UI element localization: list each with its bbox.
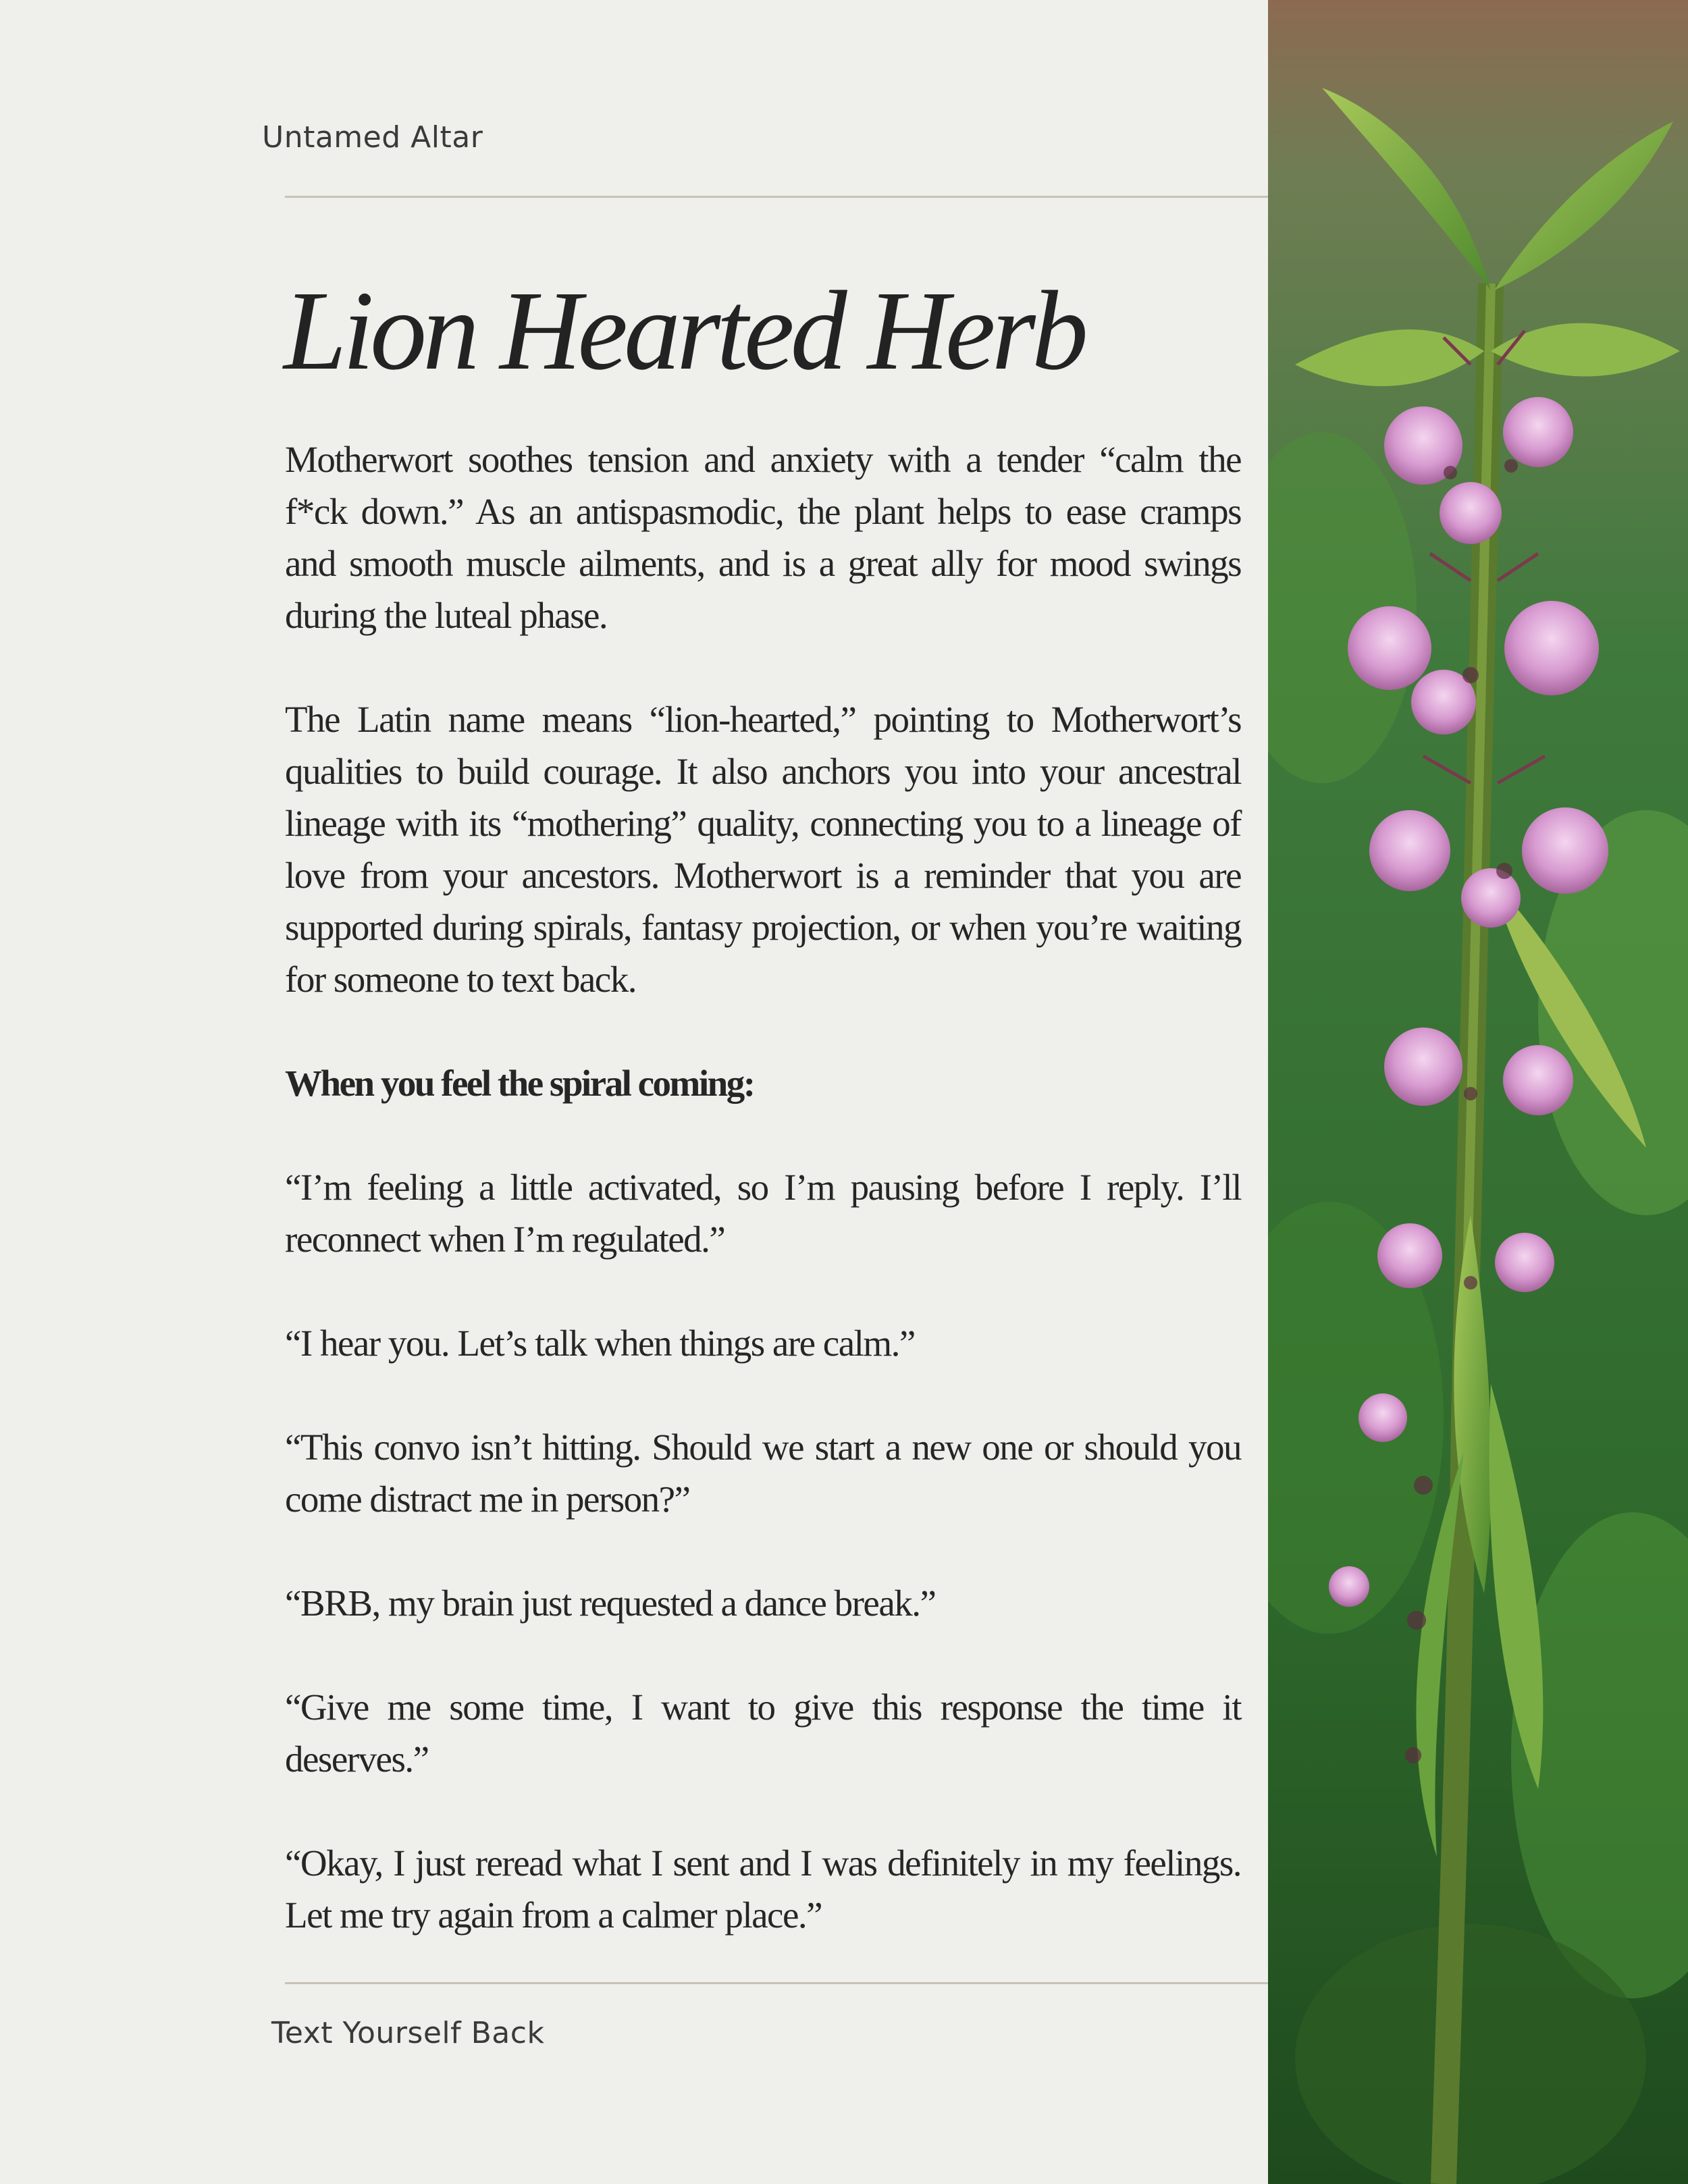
page-title: Lion Hearted Herb	[284, 268, 1084, 394]
quote-item: “I hear you. Let’s talk when things are calm.”	[285, 1323, 915, 1364]
article-body	[285, 433, 1241, 1941]
quote-item: “Give me some time, I want to give this response the time it deserves.”	[285, 1686, 1241, 1780]
latin-name-paragraph: The Latin name means “lion-hearted,” pointing to Motherwort’s qualities to build courage. It also anchors you into your ancestral lineage with its “mothering” quality, connecting you to a lineage of love from your ancestors. Motherwort is a reminder that you are supported during spirals, fantasy projection, or when you’re waiting for someone to text back.	[285, 699, 1241, 1000]
brand-name: Untamed Altar	[262, 120, 483, 155]
motherwort-illustration	[1268, 0, 1688, 2184]
footer-title: Text Yourself Back	[271, 2016, 545, 2050]
spiral-subheading: When you feel the spiral coming:	[285, 1063, 754, 1104]
intro-paragraph: Motherwort soothes tension and anxiety with a tender “calm the f*ck down.” As an antispasmodic, the plant helps to ease cramps and smooth muscle ailments, and is a great ally for mood swings during the luteal phase.	[285, 439, 1241, 636]
top-divider	[285, 196, 1268, 198]
quote-item: “This convo isn’t hitting. Should we start a new one or should you come distract me in person?”	[285, 1427, 1241, 1520]
quote-item: “BRB, my brain just requested a dance break.”	[285, 1582, 936, 1624]
quote-item: “I’m feeling a little activated, so I’m pausing before I reply. I’ll reconnect when I’m regulated.”	[285, 1167, 1241, 1260]
motherwort-photo	[1268, 0, 1688, 2184]
bottom-divider	[285, 1982, 1268, 1984]
quote-item: “Okay, I just reread what I sent and I was definitely in my feelings. Let me try again from a calmer place.”	[285, 1842, 1241, 1936]
